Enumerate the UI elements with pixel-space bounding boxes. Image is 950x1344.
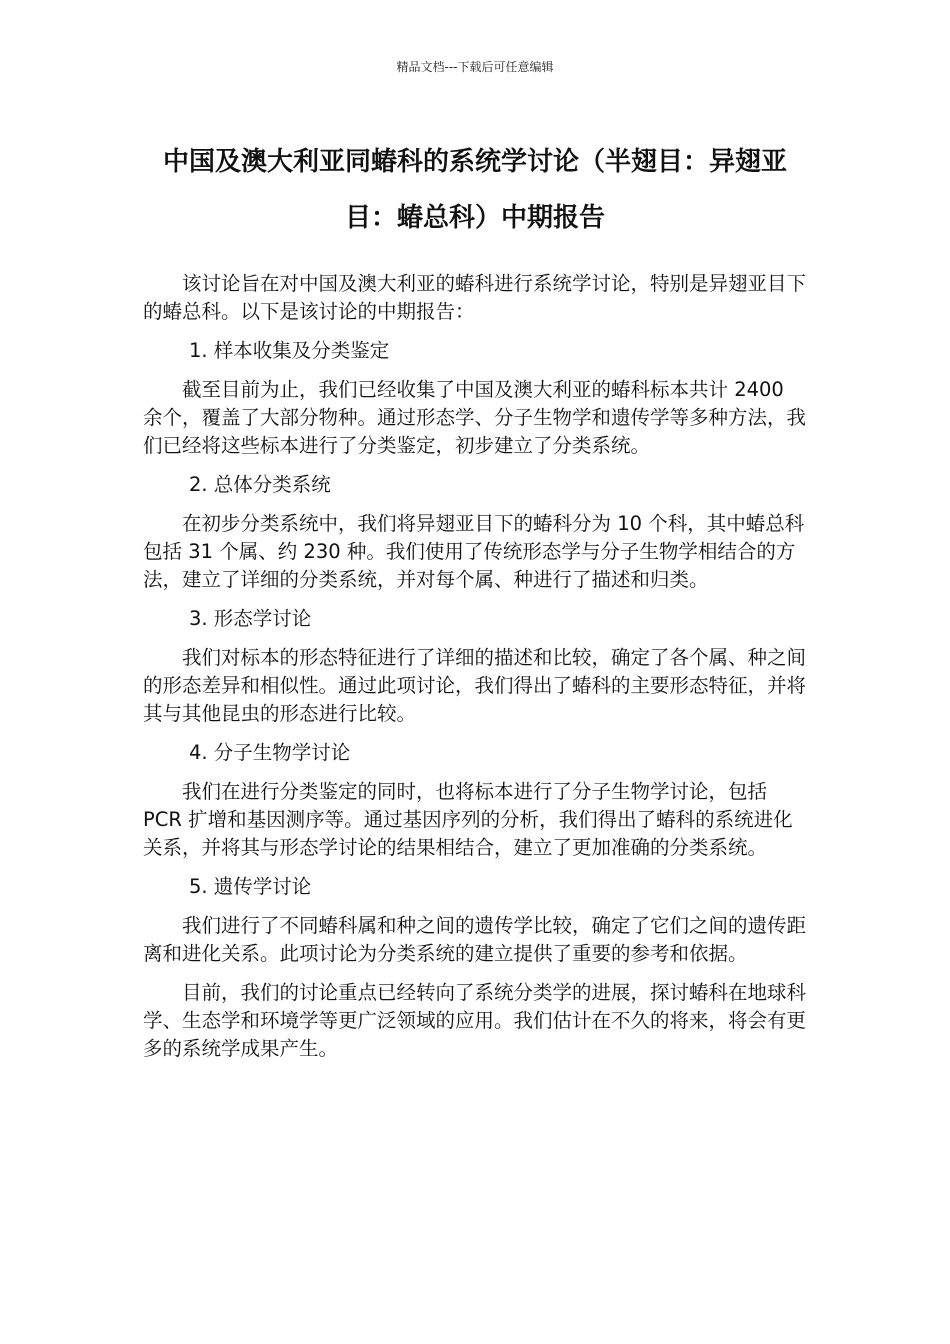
document-title: 中国及澳大利亚同蝽科的系统学讨论（半翅目：异翅亚目：蝽总科）中期报告 — [162, 147, 787, 233]
section-body-sample-collection: 截至目前为止，我们已经收集了中国及澳大利亚的蝽科标本共计 2400 余个，覆盖了大部分物种。通过形态学、分子生物学和遗传学等多种方法，我们已经将这些标本进行了分类鉴定，初步建立了分类系统。 — [143, 378, 807, 457]
section-body-morphology: 我们对标本的形态特征进行了详细的描述和比较，确定了各个属、种之间的形态差异和相似性。通过此项讨论，我们得出了蝽科的主要形态特征，并将其与其他昆虫的形态进行比较。 — [143, 646, 807, 725]
section-heading-genetics: 5. 遗传学讨论 — [189, 875, 312, 898]
section-heading-sample-collection: 1. 样本收集及分类鉴定 — [189, 339, 390, 362]
section-heading-classification-system: 2. 总体分类系统 — [189, 473, 331, 496]
document-body — [143, 270, 807, 1074]
section-body-classification-system: 在初步分类系统中，我们将异翅亚目下的蝽科分为 10 个科，其中蝽总科包括 31 个属、约 230 种。我们使用了传统形态学与分子生物学相结合的方法，建立了详细的分类系统，并对每个属、种进行了描述和归类。 — [143, 512, 805, 591]
conclusion-paragraph: 目前，我们的讨论重点已经转向了系统分类学的进展，探讨蝽科在地球科学、生态学和环境学等更广泛领域的应用。我们估计在不久的将来，将会有更多的系统学成果产生。 — [143, 981, 807, 1060]
header-note: 精品文档---下载后可任意编辑 — [396, 60, 554, 74]
section-body-molecular-biology: 我们在进行分类鉴定的同时，也将标本进行了分子生物学讨论，包括 PCR 扩增和基因测序等。通过基因序列的分析，我们得出了蝽科的系统进化关系，并将其与形态学讨论的结果相结合，建立了更加准确的分类系统。 — [143, 780, 793, 859]
intro-paragraph: 该讨论旨在对中国及澳大利亚的蝽科进行系统学讨论，特别是异翅亚目下的蝽总科。以下是该讨论的中期报告： — [143, 272, 807, 323]
section-heading-morphology: 3. 形态学讨论 — [189, 607, 312, 630]
section-body-genetics: 我们进行了不同蝽科属和种之间的遗传学比较，确定了它们之间的遗传距离和进化关系。此项讨论为分类系统的建立提供了重要的参考和依据。 — [143, 914, 807, 965]
section-heading-molecular-biology: 4. 分子生物学讨论 — [189, 741, 351, 764]
